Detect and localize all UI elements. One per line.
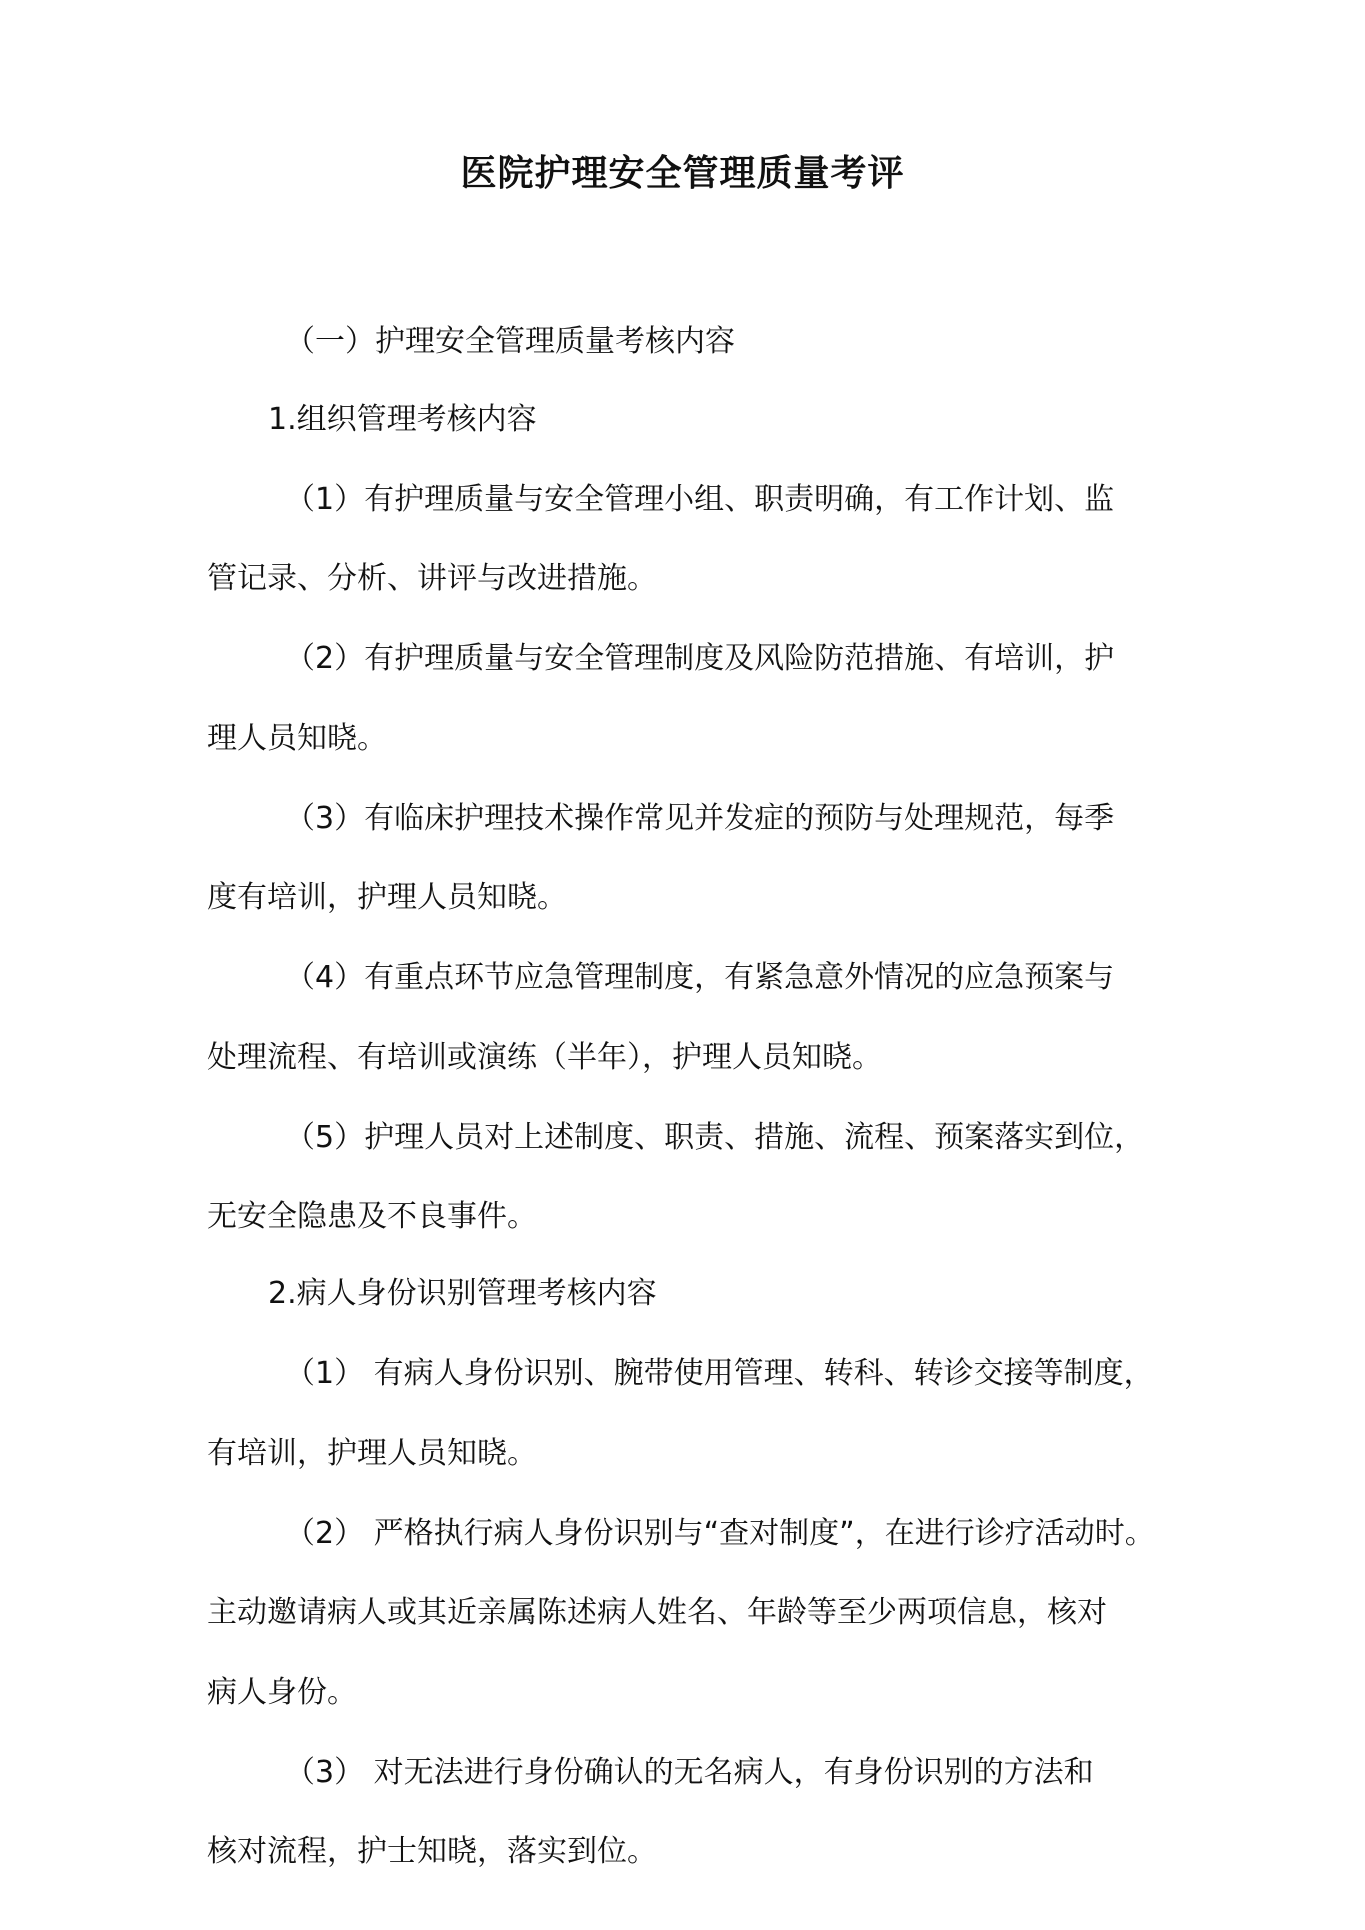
paragraph-line: 有培训，护理人员知晓。 bbox=[207, 1436, 537, 1471]
paragraph-line: 理人员知晓。 bbox=[207, 721, 387, 756]
section-heading: （一）护理安全管理质量考核内容 bbox=[285, 324, 735, 359]
paragraph-line: 无安全隐患及不良事件。 bbox=[207, 1199, 537, 1234]
document-title: 医院护理安全管理质量考评 bbox=[460, 153, 905, 194]
paragraph-line: （3） 对无法进行身份确认的无名病人，有身份识别的方法和 bbox=[285, 1755, 1094, 1790]
paragraph-line: （1） 有病人身份识别、腕带使用管理、转科、转诊交接等制度， bbox=[285, 1356, 1154, 1391]
paragraph-line: （2） 严格执行病人身份识别与“查对制度”，在进行诊疗活动时。 bbox=[285, 1516, 1155, 1551]
subsection-heading: 1.组织管理考核内容 bbox=[268, 402, 537, 437]
paragraph-line: 主动邀请病人或其近亲属陈述病人姓名、年龄等至少两项信息，核对 bbox=[207, 1595, 1107, 1630]
paragraph-line: 病人身份。 bbox=[207, 1675, 357, 1710]
paragraph-line: 核对流程，护士知晓，落实到位。 bbox=[207, 1834, 657, 1869]
paragraph-line: 管记录、分析、讲评与改进措施。 bbox=[207, 561, 657, 596]
paragraph-line: （1）有护理质量与安全管理小组、职责明确，有工作计划、监 bbox=[285, 482, 1115, 517]
paragraph-line: （2）有护理质量与安全管理制度及风险防范措施、有培训，护 bbox=[285, 641, 1115, 676]
paragraph-line: 度有培训，护理人员知晓。 bbox=[207, 880, 567, 915]
subsection-heading: 2.病人身份识别管理考核内容 bbox=[268, 1276, 657, 1311]
paragraph-line: 处理流程、有培训或演练（半年），护理人员知晓。 bbox=[207, 1040, 882, 1075]
paragraph-line: （4）有重点环节应急管理制度，有紧急意外情况的应急预案与 bbox=[285, 960, 1115, 995]
paragraph-line: （5）护理人员对上述制度、职责、措施、流程、预案落实到位， bbox=[285, 1120, 1145, 1155]
paragraph-line: （3）有临床护理技术操作常见并发症的预防与处理规范，每季 bbox=[285, 801, 1115, 836]
